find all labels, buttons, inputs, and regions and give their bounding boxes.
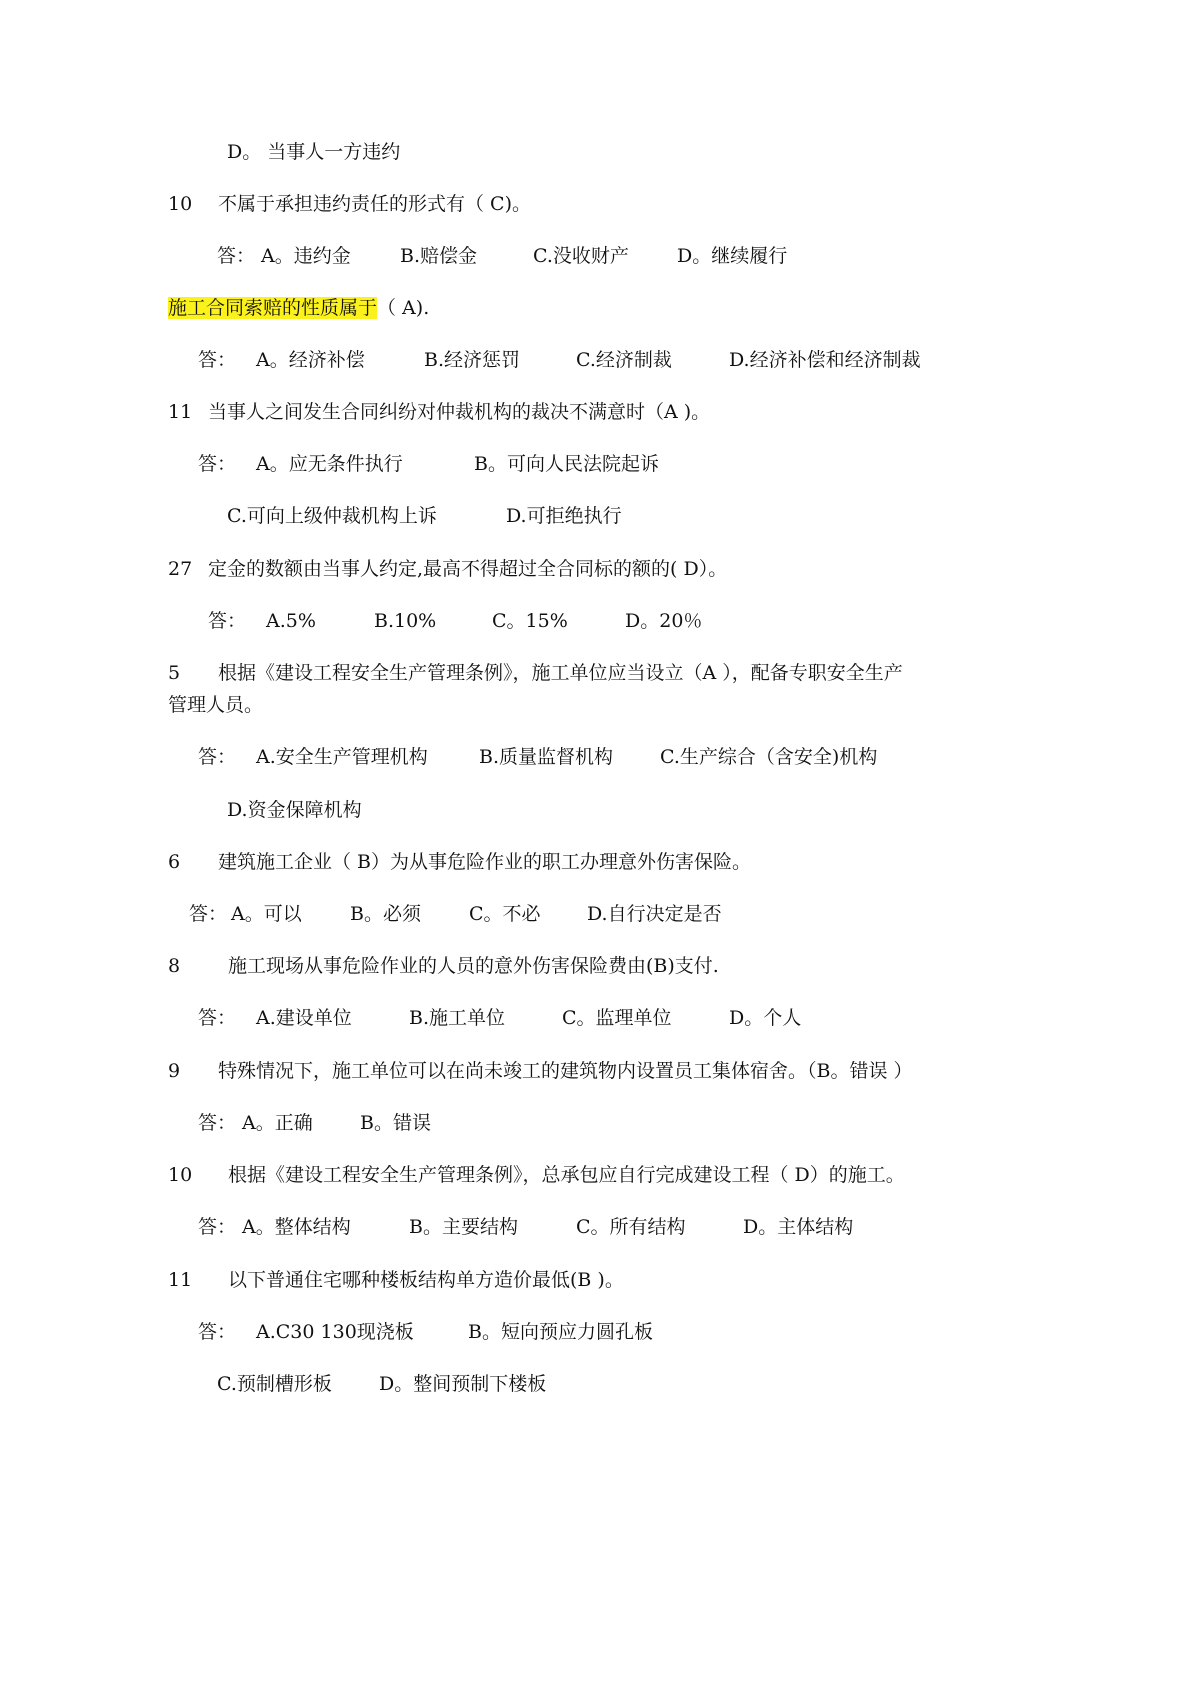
- option-c: C.生产综合（含安全)机构: [660, 746, 878, 768]
- question-text: 不属于承担违约责任的形式有（ C)。: [218, 193, 531, 215]
- question-text: 特殊情况下，施工单位可以在尚未竣工的建筑物内设置员工集体宿舍。（B。错误 ）: [218, 1060, 913, 1082]
- question-10b: [168, 1161, 905, 1189]
- question-text: 施工现场从事危险作业的人员的意外伤害保险费由(B)支付.: [228, 955, 719, 977]
- question-text: （ A).: [377, 297, 430, 319]
- question-text: 建筑施工企业（ B）为从事危险作业的职工办理意外伤害保险。: [218, 851, 752, 873]
- option-b: B.赔偿金: [400, 245, 478, 267]
- question-text: 根据《建设工程安全生产管理条例》，施工单位应当设立（A ），配备专职安全生产: [218, 662, 903, 684]
- option-d: D.资金保障机构: [227, 799, 362, 821]
- question-11: [168, 398, 710, 426]
- answer-label: 答：: [189, 903, 228, 925]
- question-11b: [168, 1266, 624, 1294]
- question-5: [168, 659, 903, 687]
- option-c: C.可向上级仲裁机构上诉: [227, 505, 437, 527]
- answer-label: 答：: [198, 453, 237, 475]
- question-8: [168, 952, 719, 980]
- option-a: A。经济补偿: [256, 349, 365, 371]
- question-text: 以下普通住宅哪种楼板结构单方造价最低(B )。: [228, 1269, 624, 1291]
- answer-line: [198, 450, 898, 478]
- option-a: A.建设单位: [256, 1007, 352, 1029]
- question-9: [168, 1057, 913, 1085]
- question-number: 10: [168, 1164, 193, 1186]
- option-c: C。15%: [492, 610, 568, 632]
- option-d: D。20％: [625, 610, 703, 632]
- option-a: A.安全生产管理机构: [256, 746, 428, 768]
- option-d: D。主体结构: [743, 1216, 854, 1238]
- question-number: 5: [168, 662, 181, 684]
- option-b: B.10%: [374, 610, 437, 632]
- option-a: A。整体结构: [242, 1216, 351, 1238]
- question-27: [168, 555, 727, 583]
- question-unnumbered: [168, 294, 429, 322]
- question-text: 定金的数额由当事人约定,最高不得超过全合同标的额的( D）。: [208, 558, 728, 580]
- option-d: D.自行决定是否: [587, 903, 722, 925]
- option-line: [227, 138, 400, 166]
- answer-line: [208, 607, 908, 635]
- question-number: 10: [168, 193, 193, 215]
- answer-label: 答：: [198, 1112, 237, 1134]
- option-c: C.经济制裁: [576, 349, 672, 371]
- answer-line: [189, 900, 889, 928]
- question-text: 根据《建设工程安全生产管理条例》，总承包应自行完成建设工程（ D）的施工。: [228, 1164, 905, 1186]
- answer-line: [227, 502, 927, 530]
- answer-label: 答：: [198, 1007, 237, 1029]
- option-d: D。个人: [729, 1007, 802, 1029]
- option-b: B.施工单位: [409, 1007, 506, 1029]
- option-a: A。可以: [231, 903, 302, 925]
- answer-line: [217, 242, 917, 270]
- answer-line: [198, 1213, 898, 1241]
- option-text: D。 当事人一方违约: [227, 141, 401, 163]
- option-b: B。可向人民法院起诉: [474, 453, 659, 475]
- option-b: B。必须: [350, 903, 421, 925]
- answer-line: [198, 346, 938, 374]
- option-a: A。应无条件执行: [256, 453, 403, 475]
- question-10: [168, 190, 531, 218]
- answer-label: 答：: [217, 245, 256, 267]
- answer-label: 答：: [198, 1216, 237, 1238]
- answer-line: [198, 1109, 598, 1137]
- question-number: 9: [168, 1060, 181, 1082]
- option-a: A。违约金: [261, 245, 351, 267]
- answer-line: [227, 796, 362, 824]
- answer-line: [198, 743, 918, 771]
- option-c: C。所有结构: [576, 1216, 686, 1238]
- question-number: 8: [168, 955, 181, 977]
- option-a: A。正确: [242, 1112, 313, 1134]
- option-d: D.可拒绝执行: [506, 505, 622, 527]
- question-number: 11: [168, 1269, 193, 1291]
- answer-label: 答：: [198, 349, 237, 371]
- question-continuation: [168, 691, 263, 719]
- option-b: B。短向预应力圆孔板: [468, 1321, 653, 1343]
- highlighted-text: 施工合同索赔的性质属于: [168, 297, 378, 319]
- option-b: B。主要结构: [409, 1216, 518, 1238]
- option-c: C.预制槽形板: [217, 1373, 332, 1395]
- answer-line: [217, 1370, 717, 1398]
- question-number: 6: [168, 851, 181, 873]
- answer-line: [198, 1318, 898, 1346]
- option-c: C.没收财产: [533, 245, 629, 267]
- option-d: D.经济补偿和经济制裁: [729, 349, 921, 371]
- answer-label: 答：: [198, 1321, 237, 1343]
- option-b: B。错误: [360, 1112, 431, 1134]
- option-c: C。不必: [469, 903, 541, 925]
- question-text: 当事人之间发生合同纠纷对仲裁机构的裁决不满意时（A )。: [208, 401, 711, 423]
- answer-line: [198, 1004, 898, 1032]
- option-c: C。监理单位: [562, 1007, 672, 1029]
- option-a: A.C30 130现浇板: [256, 1321, 414, 1343]
- question-6: [168, 848, 751, 876]
- question-text: 管理人员。: [168, 694, 264, 716]
- question-number: 11: [168, 401, 193, 423]
- option-b: B.质量监督机构: [479, 746, 614, 768]
- option-b: B.经济惩罚: [424, 349, 521, 371]
- question-number: 27: [168, 558, 193, 580]
- option-d: D。继续履行: [677, 245, 788, 267]
- answer-label: 答：: [208, 610, 247, 632]
- option-a: A.5%: [266, 610, 316, 632]
- answer-label: 答：: [198, 746, 237, 768]
- option-d: D。整间预制下楼板: [379, 1373, 547, 1395]
